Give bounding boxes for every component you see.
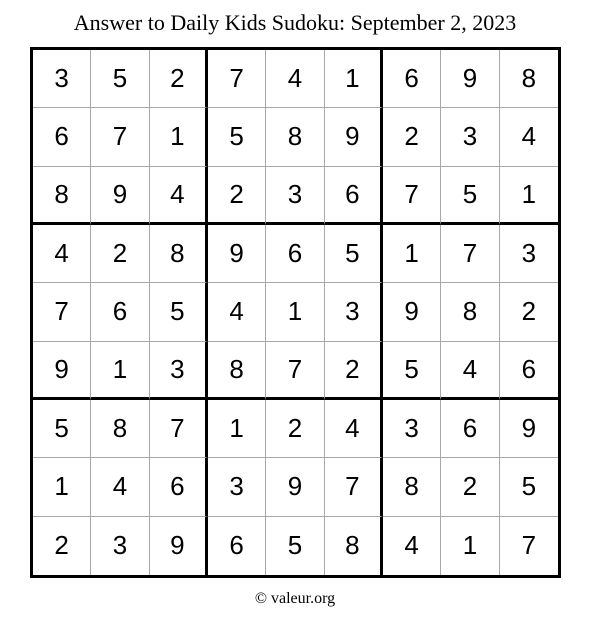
sudoku-cell: 6 [383, 50, 441, 108]
sudoku-cell: 9 [208, 225, 266, 283]
sudoku-cell: 4 [150, 167, 208, 225]
sudoku-cell: 2 [150, 50, 208, 108]
sudoku-cell: 9 [500, 400, 558, 458]
sudoku-board [30, 47, 561, 578]
sudoku-cell: 5 [150, 283, 208, 341]
sudoku-cell: 3 [500, 225, 558, 283]
sudoku-cell: 6 [91, 283, 149, 341]
sudoku-cell: 4 [383, 517, 441, 575]
sudoku-cell: 5 [208, 108, 266, 166]
sudoku-cell: 5 [383, 342, 441, 400]
sudoku-cell: 1 [33, 458, 91, 516]
sudoku-cell: 4 [500, 108, 558, 166]
sudoku-cell: 2 [33, 517, 91, 575]
sudoku-cell: 2 [91, 225, 149, 283]
sudoku-cell: 9 [325, 108, 383, 166]
sudoku-cell: 4 [266, 50, 324, 108]
sudoku-cell: 3 [383, 400, 441, 458]
sudoku-cell: 3 [266, 167, 324, 225]
sudoku-cell: 8 [266, 108, 324, 166]
sudoku-cell: 4 [325, 400, 383, 458]
sudoku-cell: 2 [325, 342, 383, 400]
sudoku-cell: 9 [33, 342, 91, 400]
sudoku-cell: 7 [33, 283, 91, 341]
sudoku-cell: 1 [383, 225, 441, 283]
page-title: Answer to Daily Kids Sudoku: September 2, 2023 [73, 10, 517, 35]
sudoku-cell: 9 [150, 517, 208, 575]
sudoku-cell: 3 [91, 517, 149, 575]
sudoku-cell: 1 [325, 50, 383, 108]
sudoku-cell: 9 [266, 458, 324, 516]
sudoku-cell: 7 [441, 225, 499, 283]
sudoku-cell: 8 [500, 50, 558, 108]
sudoku-cell: 5 [33, 400, 91, 458]
sudoku-cell: 7 [150, 400, 208, 458]
sudoku-cell: 7 [266, 342, 324, 400]
sudoku-cell: 8 [208, 342, 266, 400]
copyright-footer: © valeur.org [254, 590, 336, 607]
sudoku-cell: 7 [383, 167, 441, 225]
sudoku-cell: 2 [500, 283, 558, 341]
sudoku-cell: 8 [383, 458, 441, 516]
sudoku-cell: 9 [441, 50, 499, 108]
sudoku-cell: 5 [266, 517, 324, 575]
sudoku-cell: 8 [441, 283, 499, 341]
sudoku-cell: 1 [91, 342, 149, 400]
sudoku-cell: 6 [208, 517, 266, 575]
sudoku-cell: 5 [91, 50, 149, 108]
sudoku-cell: 8 [150, 225, 208, 283]
sudoku-cell: 3 [150, 342, 208, 400]
sudoku-cell: 5 [500, 458, 558, 516]
sudoku-cell: 2 [208, 167, 266, 225]
sudoku-cell: 6 [150, 458, 208, 516]
sudoku-cell: 2 [441, 458, 499, 516]
sudoku-cell: 4 [441, 342, 499, 400]
sudoku-cell: 2 [383, 108, 441, 166]
sudoku-cell: 2 [266, 400, 324, 458]
sudoku-cell: 4 [208, 283, 266, 341]
sudoku-cell: 8 [91, 400, 149, 458]
sudoku-cell: 3 [325, 283, 383, 341]
sudoku-cell: 3 [33, 50, 91, 108]
sudoku-cell: 6 [500, 342, 558, 400]
sudoku-cell: 7 [91, 108, 149, 166]
sudoku-cell: 6 [266, 225, 324, 283]
sudoku-cell: 1 [266, 283, 324, 341]
sudoku-cell: 1 [150, 108, 208, 166]
sudoku-cell: 3 [441, 108, 499, 166]
sudoku-cell: 7 [325, 458, 383, 516]
sudoku-cell: 1 [208, 400, 266, 458]
sudoku-cell: 7 [208, 50, 266, 108]
sudoku-cell: 5 [325, 225, 383, 283]
sudoku-cell: 6 [325, 167, 383, 225]
sudoku-cell: 8 [325, 517, 383, 575]
sudoku-cell: 9 [383, 283, 441, 341]
sudoku-cell: 6 [441, 400, 499, 458]
sudoku-cell: 3 [208, 458, 266, 516]
sudoku-cell: 1 [500, 167, 558, 225]
sudoku-cell: 9 [91, 167, 149, 225]
sudoku-cell: 7 [521, 530, 537, 561]
sudoku-cell: 8 [33, 167, 91, 225]
sudoku-cell: 5 [441, 167, 499, 225]
sudoku-cell: 6 [33, 108, 91, 166]
sudoku-cell: 4 [33, 225, 91, 283]
sudoku-cell: 4 [91, 458, 149, 516]
sudoku-cell: 1 [441, 517, 499, 575]
